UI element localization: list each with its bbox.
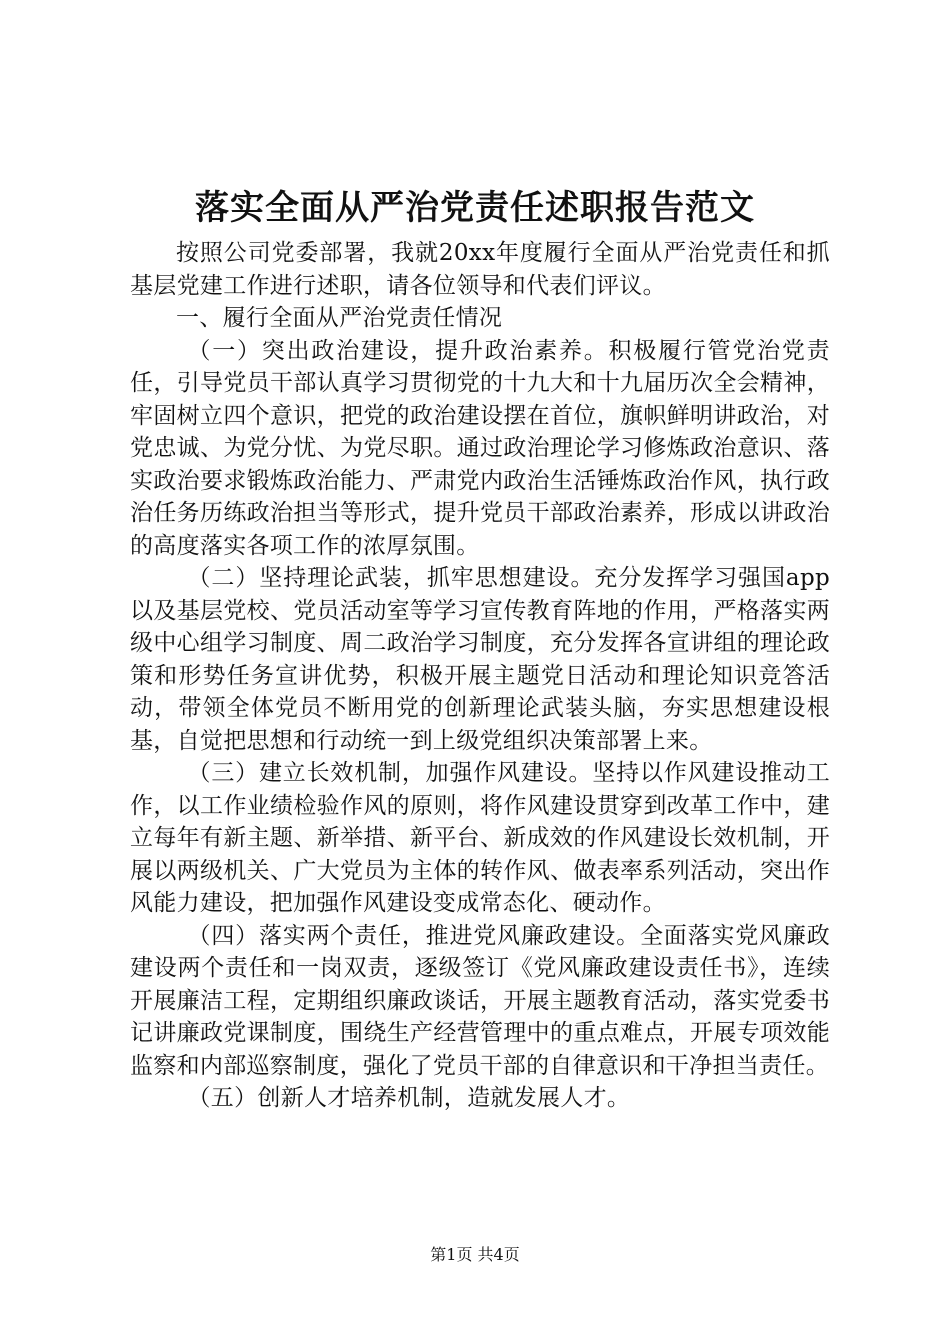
subsection-paragraph-2: （二）坚持理论武装，抓牢思想建设。充分发挥学习强国app以及基层党校、党员活动室等学习宣传教育阵地的作用，严格落实两级中心组学习制度、周二政治学习制度，充分发挥各宣讲组的理论政策和形势任务宣讲优势，积极开展主题党日活动和理论知识竞答活动，带领全体党员不断用党的创新理论武装头脑，夯实思想建设根基，自觉把思想和行动统一到上级党组织决策部署上来。 bbox=[130, 565, 830, 754]
document-body bbox=[130, 237, 830, 1115]
subsection-paragraph-5: （五）创新人才培养机制，造就发展人才。 bbox=[187, 1085, 631, 1111]
section-heading: 一、履行全面从严治党责任情况 bbox=[176, 305, 503, 331]
subsection-paragraph-3: （三）建立长效机制，加强作风建设。坚持以作风建设推动工作，以工作业绩检验作风的原则，将作风建设贯穿到改革工作中，建立每年有新主题、新举措、新平台、新成效的作风建设长效机制，开展以两级机关、广大党员为主体的转作风、做表率系列活动，突出作风能力建设，把加强作风建设变成常态化、硬动作。 bbox=[130, 760, 830, 916]
document-title: 落实全面从严治党责任述职报告范文 bbox=[195, 188, 755, 228]
intro-paragraph: 按照公司党委部署，我就20xx年度履行全面从严治党责任和抓基层党建工作进行述职，请各位领导和代表们评议。 bbox=[130, 240, 830, 299]
subsection-paragraph-4: （四）落实两个责任，推进党风廉政建设。全面落实党风廉政建设两个责任和一岗双责，逐级签订《党风廉政建设责任书》，连续开展廉洁工程，定期组织廉政谈话，开展主题教育活动，落实党委书记讲廉政党课制度，围绕生产经营管理中的重点难点，开展专项效能监察和内部巡察制度，强化了党员干部的自律意识和干净担当责任。 bbox=[130, 922, 830, 1079]
page-footer: 第1页 共4页 bbox=[430, 1245, 520, 1264]
subsection-paragraph-1: （一）突出政治建设，提升政治素养。积极履行管党治党责任，引导党员干部认真学习贯彻党的十九大和十九届历次全会精神，牢固树立四个意识，把党的政治建设摆在首位，旗帜鲜明讲政治，对党忠诚、为党分忧、为党尽职。通过政治理论学习修炼政治意识、落实政治要求锻炼政治能力、严肃党内政治生活锤炼政治作风，执行政治任务历练政治担当等形式，提升党员干部政治素养，形成以讲政治的高度落实各项工作的浓厚氛围。 bbox=[130, 337, 830, 559]
